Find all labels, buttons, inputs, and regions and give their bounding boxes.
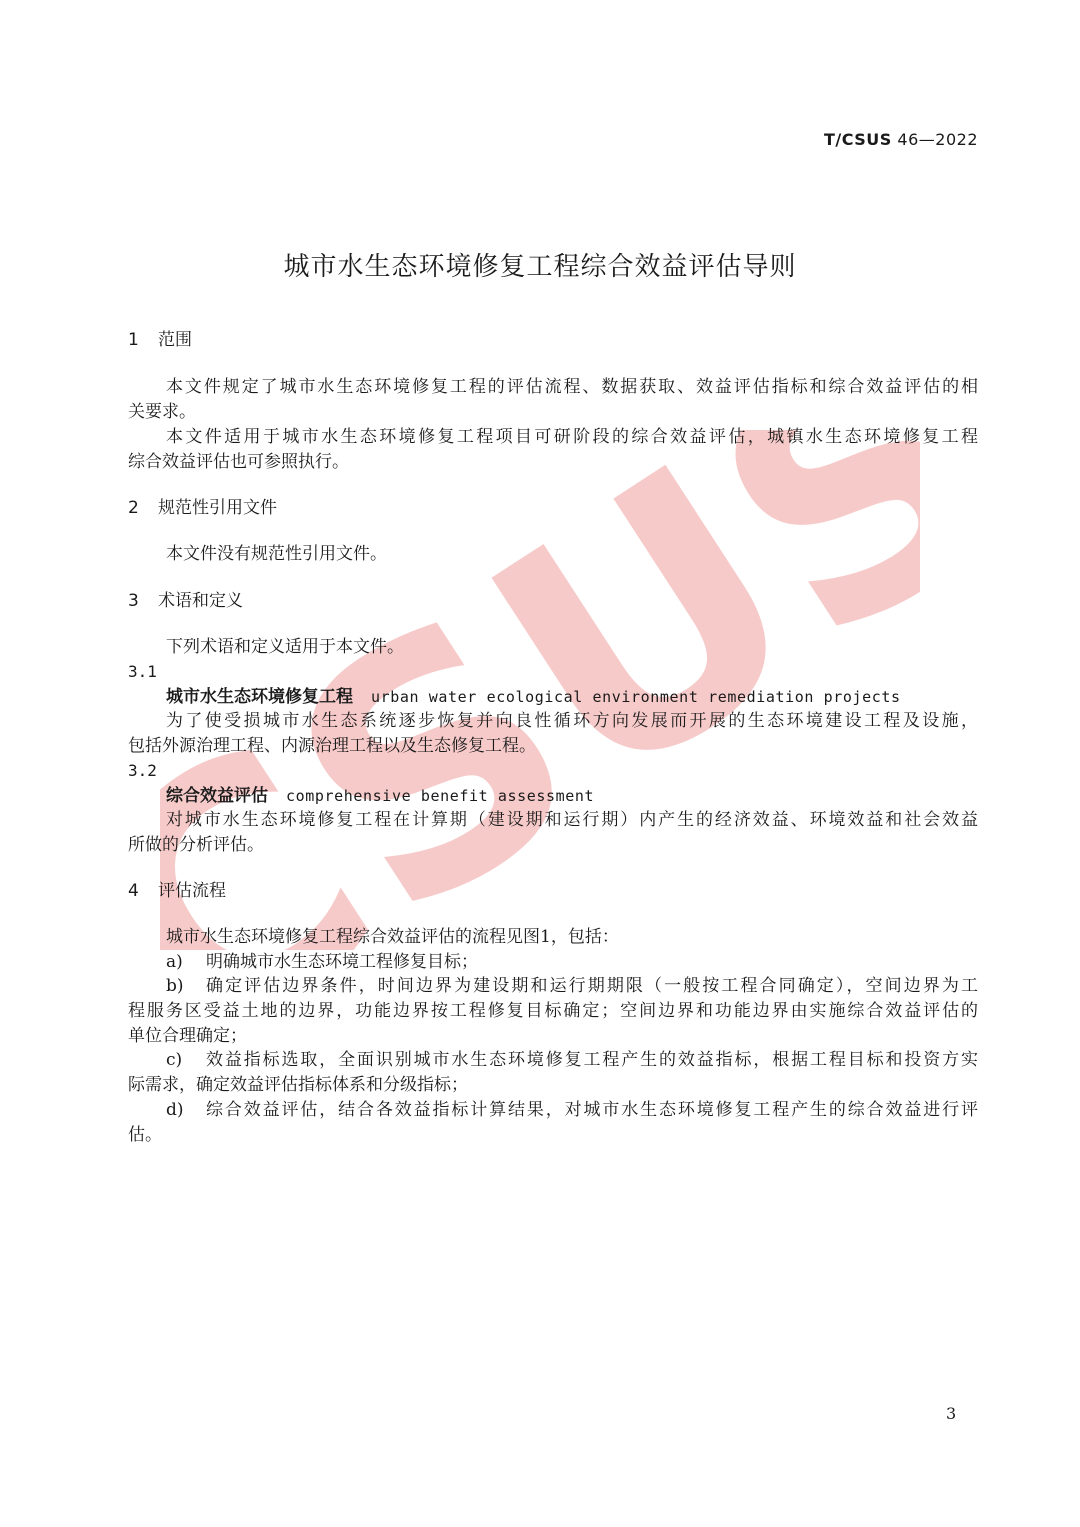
paragraph-line: 下列术语和定义适用于本文件。 bbox=[166, 637, 404, 657]
list-text-continued: 估。 bbox=[128, 1125, 162, 1145]
term-number: 3.1 bbox=[128, 662, 157, 681]
section-number: 4 bbox=[128, 881, 139, 901]
list-text-continued: 际需求，确定效益评估指标体系和分级指标； bbox=[128, 1075, 468, 1095]
section-title: 范围 bbox=[158, 330, 192, 350]
section-number: 2 bbox=[128, 498, 139, 518]
paragraph-line: 本文件适用于城市水生态环境修复工程项目可研阶段的综合效益评估，城镇水生态环境修复工程 bbox=[166, 427, 978, 447]
term-number: 3.2 bbox=[128, 761, 157, 780]
list-text-continued: 单位合理确定； bbox=[128, 1026, 247, 1046]
section-number: 3 bbox=[128, 591, 139, 611]
document-code-number: 46—2022 bbox=[897, 130, 978, 149]
section-1-heading bbox=[128, 328, 192, 352]
list-label: b) bbox=[166, 976, 184, 996]
definition-line: 包括外源治理工程、内源治理工程以及生态修复工程。 bbox=[128, 736, 536, 756]
list-text: 确定评估边界条件，时间边界为建设期和运行期期限（一般按工程合同确定），空间边界为工 bbox=[206, 976, 978, 996]
list-item-b bbox=[166, 974, 978, 998]
list-item-c bbox=[166, 1048, 978, 1072]
list-item-d bbox=[166, 1098, 978, 1122]
document-code bbox=[824, 130, 978, 149]
list-label: a) bbox=[166, 952, 183, 972]
definition-line: 为了使受损城市水生态系统逐步恢复并向良性循环方向发展而开展的生态环境建设工程及设施， bbox=[166, 711, 978, 731]
section-3-heading bbox=[128, 589, 243, 613]
section-number: 1 bbox=[128, 330, 139, 350]
paragraph-line: 综合效益评估也可参照执行。 bbox=[128, 452, 349, 472]
paragraph-line: 本文件没有规范性引用文件。 bbox=[166, 544, 387, 564]
list-label: d) bbox=[166, 1100, 184, 1120]
document-title: 城市水生态环境修复工程综合效益评估导则 bbox=[283, 252, 797, 282]
page-number: 3 bbox=[946, 1404, 957, 1423]
section-4-heading bbox=[128, 879, 226, 903]
section-title: 评估流程 bbox=[158, 881, 226, 901]
term-english: comprehensive benefit assessment bbox=[286, 787, 595, 805]
watermark-text: CSUS bbox=[160, 430, 920, 950]
list-label: c) bbox=[166, 1050, 183, 1070]
section-title: 规范性引用文件 bbox=[158, 498, 277, 518]
definition-line: 所做的分析评估。 bbox=[128, 835, 264, 855]
term-chinese: 城市水生态环境修复工程 bbox=[166, 687, 353, 707]
definition-line: 对城市水生态环境修复工程在计算期（建设期和运行期）内产生的经济效益、环境效益和社会效益 bbox=[166, 810, 978, 830]
list-text: 效益指标选取，全面识别城市水生态环境修复工程产生的效益指标，根据工程目标和投资方实 bbox=[206, 1050, 978, 1070]
list-text-continued: 程服务区受益土地的边界，功能边界按工程修复目标确定；空间边界和功能边界由实施综合效益评估的 bbox=[128, 1001, 978, 1021]
list-item-a bbox=[166, 950, 978, 974]
paragraph-line: 关要求。 bbox=[128, 402, 196, 422]
term-chinese: 综合效益评估 bbox=[166, 786, 268, 806]
section-title: 术语和定义 bbox=[158, 591, 243, 611]
list-text: 明确城市水生态环境工程修复目标； bbox=[206, 952, 478, 972]
section-2-heading bbox=[128, 496, 277, 520]
term-entry bbox=[166, 685, 901, 709]
term-english: urban water ecological environment remediation projects bbox=[371, 688, 901, 706]
list-text: 综合效益评估，结合各效益指标计算结果，对城市水生态环境修复工程产生的综合效益进行评 bbox=[206, 1100, 978, 1120]
paragraph-line: 本文件规定了城市水生态环境修复工程的评估流程、数据获取、效益评估指标和综合效益评估的相 bbox=[166, 377, 978, 397]
document-code-prefix: T/CSUS bbox=[823, 130, 892, 149]
paragraph-line: 城市水生态环境修复工程综合效益评估的流程见图1，包括： bbox=[166, 927, 619, 947]
term-entry bbox=[166, 784, 594, 808]
